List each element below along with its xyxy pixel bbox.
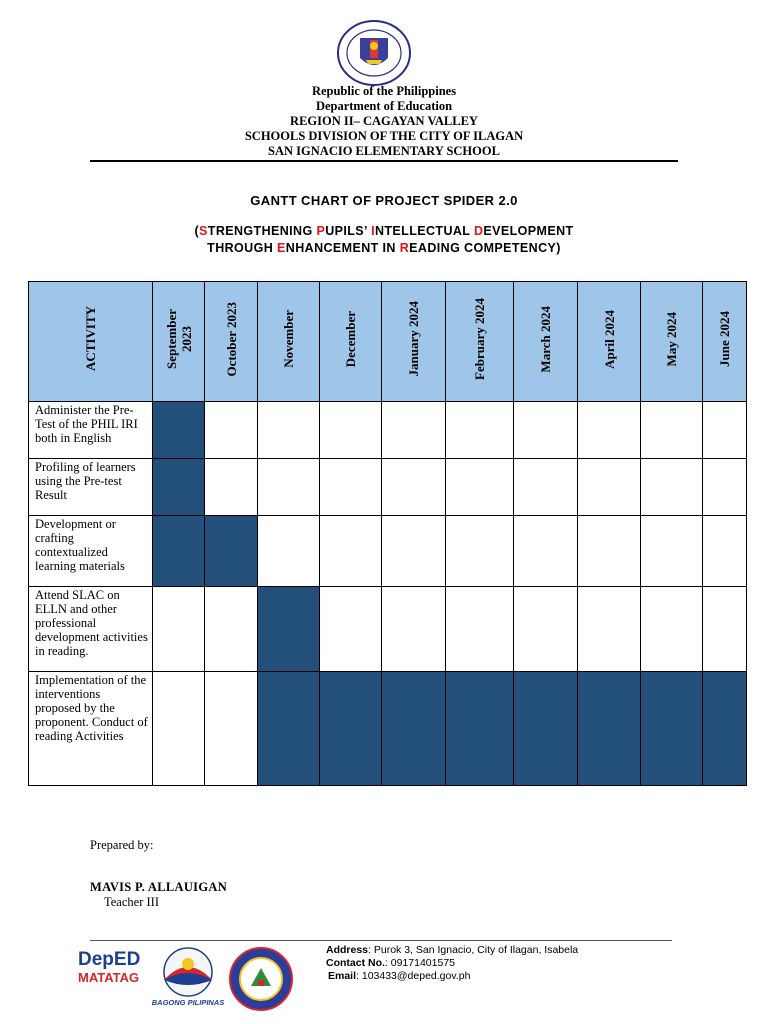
schedule-cell xyxy=(205,587,258,672)
schedule-cell xyxy=(205,459,258,516)
header-divider xyxy=(90,160,678,162)
contact-number-line: Contact No.: 09171401575 xyxy=(326,957,455,969)
schedule-cell xyxy=(514,587,578,672)
month-header: November xyxy=(258,282,320,402)
schedule-cell xyxy=(382,516,446,587)
project-name-line-2: THROUGH ENHANCEMENT IN READING COMPETENCY) xyxy=(207,241,561,255)
schedule-cell xyxy=(578,402,641,459)
activity-cell: Administer the Pre-Test of the PHIL IRI both in English xyxy=(29,402,153,459)
activity-cell: Profiling of learners using the Pre-test Result xyxy=(29,459,153,516)
month-header: March 2024 xyxy=(514,282,578,402)
activity-row xyxy=(29,587,747,672)
letterhead-republic: Republic of the Philippines xyxy=(311,84,457,98)
month-header: April 2024 xyxy=(578,282,641,402)
schedule-cell xyxy=(382,402,446,459)
schedule-cell xyxy=(446,587,514,672)
schedule-cell-active xyxy=(153,516,205,587)
activity-cell: Attend SLAC on ELLN and other professional development activities in reading. xyxy=(29,587,153,672)
schedule-cell-active xyxy=(205,516,258,587)
schedule-cell-active xyxy=(258,587,320,672)
matatag-logo-text: MATATAG xyxy=(78,970,140,985)
school-seal-logo xyxy=(228,946,294,1012)
signatory-name: MAVIS P. ALLAUIGAN xyxy=(90,880,228,894)
schedule-cell xyxy=(578,516,641,587)
schedule-cell xyxy=(578,587,641,672)
schedule-cell-active xyxy=(258,672,320,786)
activity-cell: Development or crafting contextualized learning materials xyxy=(29,516,153,587)
schedule-cell xyxy=(703,402,747,459)
bagong-pilipinas-emblem-icon xyxy=(146,946,230,998)
letterhead-region: REGION II– CAGAYAN VALLEY xyxy=(290,114,478,128)
schedule-cell xyxy=(446,516,514,587)
footer-divider xyxy=(90,940,672,941)
schedule-cell-active xyxy=(514,672,578,786)
month-header: September 2023 xyxy=(153,282,205,402)
activity-row xyxy=(29,402,747,459)
month-header: February 2024 xyxy=(446,282,514,402)
schedule-cell xyxy=(205,672,258,786)
schedule-cell xyxy=(153,587,205,672)
month-header: May 2024 xyxy=(641,282,703,402)
schedule-cell xyxy=(258,459,320,516)
deped-matatag-logo xyxy=(78,950,146,1002)
contact-block xyxy=(326,944,578,983)
schedule-cell-active xyxy=(320,672,382,786)
schedule-cell xyxy=(320,516,382,587)
schedule-cell xyxy=(641,402,703,459)
month-header: December xyxy=(320,282,382,402)
signatory-position: Teacher III xyxy=(104,895,159,909)
activity-row xyxy=(29,516,747,587)
schedule-cell xyxy=(641,516,703,587)
schedule-cell xyxy=(320,587,382,672)
schedule-cell xyxy=(153,672,205,786)
schedule-cell-active xyxy=(382,672,446,786)
schedule-cell xyxy=(258,516,320,587)
schedule-cell xyxy=(514,459,578,516)
schedule-cell xyxy=(703,516,747,587)
schedule-cell xyxy=(382,459,446,516)
deped-logo-text: DepED xyxy=(78,949,141,970)
schedule-cell xyxy=(205,402,258,459)
schedule-cell xyxy=(703,587,747,672)
schedule-cell xyxy=(514,516,578,587)
activity-row xyxy=(29,672,747,786)
deped-seal-logo xyxy=(336,20,412,86)
schedule-cell xyxy=(382,587,446,672)
project-name-line-1: (STRENGTHENING PUPILS’ INTELLECTUAL DEVELOPMENT xyxy=(194,224,574,238)
email-line: Email: 103433@deped.gov.ph xyxy=(328,970,471,982)
gantt-table xyxy=(28,281,747,786)
schedule-cell-active xyxy=(153,459,205,516)
activity-cell: Implementation of the interventions proposed by the proponent. Conduct of reading Activities xyxy=(29,672,153,786)
address-line: Address: Purok 3, San Ignacio, City of Ilagan, Isabela xyxy=(326,944,579,956)
schedule-cell-active xyxy=(446,672,514,786)
schedule-cell-active xyxy=(578,672,641,786)
prepared-by-label: Prepared by: xyxy=(90,838,154,852)
schedule-cell xyxy=(703,459,747,516)
schedule-cell xyxy=(514,402,578,459)
gantt-header-row xyxy=(29,282,747,402)
schedule-cell xyxy=(320,402,382,459)
schedule-cell xyxy=(320,459,382,516)
schedule-cell-active xyxy=(703,672,747,786)
document-title: GANTT CHART OF PROJECT SPIDER 2.0 xyxy=(250,193,518,208)
activity-column-header: ACTIVITY xyxy=(29,282,153,402)
schedule-cell xyxy=(446,402,514,459)
schedule-cell-active xyxy=(153,402,205,459)
letterhead-department: Department of Education xyxy=(315,99,453,113)
schedule-cell xyxy=(258,402,320,459)
activity-row xyxy=(29,459,747,516)
letterhead-school: SAN IGNACIO ELEMENTARY SCHOOL xyxy=(268,144,500,158)
bagong-pilipinas-text: BAGONG PILIPINAS xyxy=(151,998,225,1007)
month-header: June 2024 xyxy=(703,282,747,402)
schedule-cell xyxy=(446,459,514,516)
bagong-pilipinas-logo xyxy=(146,946,230,1010)
letterhead-division: SCHOOLS DIVISION OF THE CITY OF ILAGAN xyxy=(244,129,524,143)
project-full-name xyxy=(0,223,768,257)
schedule-cell xyxy=(578,459,641,516)
schedule-cell xyxy=(641,459,703,516)
schedule-cell xyxy=(641,587,703,672)
month-header: October 2023 xyxy=(205,282,258,402)
letterhead xyxy=(0,84,768,159)
schedule-cell-active xyxy=(641,672,703,786)
month-header: January 2024 xyxy=(382,282,446,402)
